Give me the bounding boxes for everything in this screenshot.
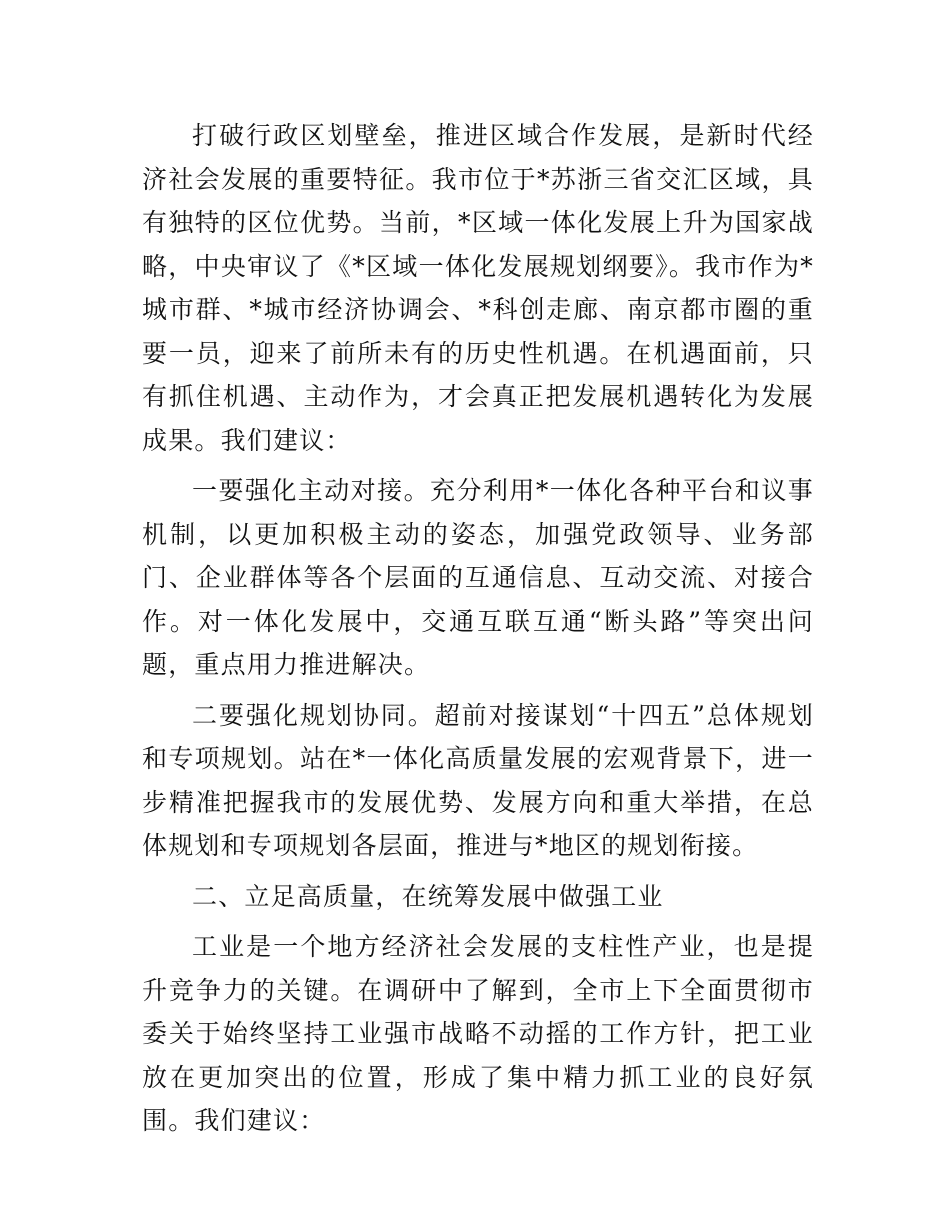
section-heading-industry: 二、立足高质量，在统筹发展中做强工业: [192, 881, 664, 911]
paragraph-active-docking: 一要强化主动对接。充分利用*一体化各种平台和议事机制，以更加积极主动的姿态，加强党政领导、业务部门、企业群体等各个层面的互通信息、互动交流、对接合作。对一体化发展中，交通互联互通“断头路”等突出问题，重点用力推进解决。: [142, 476, 814, 679]
paragraph-planning-coordination: 二要强化规划协同。超前对接谋划“十四五”总体规划和专项规划。站在*一体化高质量发展的宏观背景下，进一步精准把握我市的发展优势、发展方向和重大举措，在总体规划和专项规划各层面，推进与*地区的规划衔接。: [142, 700, 814, 860]
paragraph-industry: 工业是一个地方经济社会发展的支柱性产业，也是提升竞争力的关键。在调研中了解到，全市上下全面贯彻市委关于始终坚持工业强市战略不动摇的工作方针，把工业放在更加突出的位置，形成了集中精力抓工业的良好氛围。我们建议：: [142, 932, 814, 1135]
paragraph-regional-cooperation: 打破行政区划壁垒，推进区域合作发展，是新时代经济社会发展的重要特征。我市位于*苏浙三省交汇区域，具有独特的区位优势。当前，*区域一体化发展上升为国家战略，中央审议了《*区域一体化发展规划纲要》。我市作为*城市群、*城市经济协调会、*科创走廊、南京都市圈的重要一员，迎来了前所未有的历史性机遇。在机遇面前，只有抓住机遇、主动作为，才会真正把发展机遇转化为发展成果。我们建议：: [142, 121, 814, 455]
document-body: [142, 114, 814, 1150]
